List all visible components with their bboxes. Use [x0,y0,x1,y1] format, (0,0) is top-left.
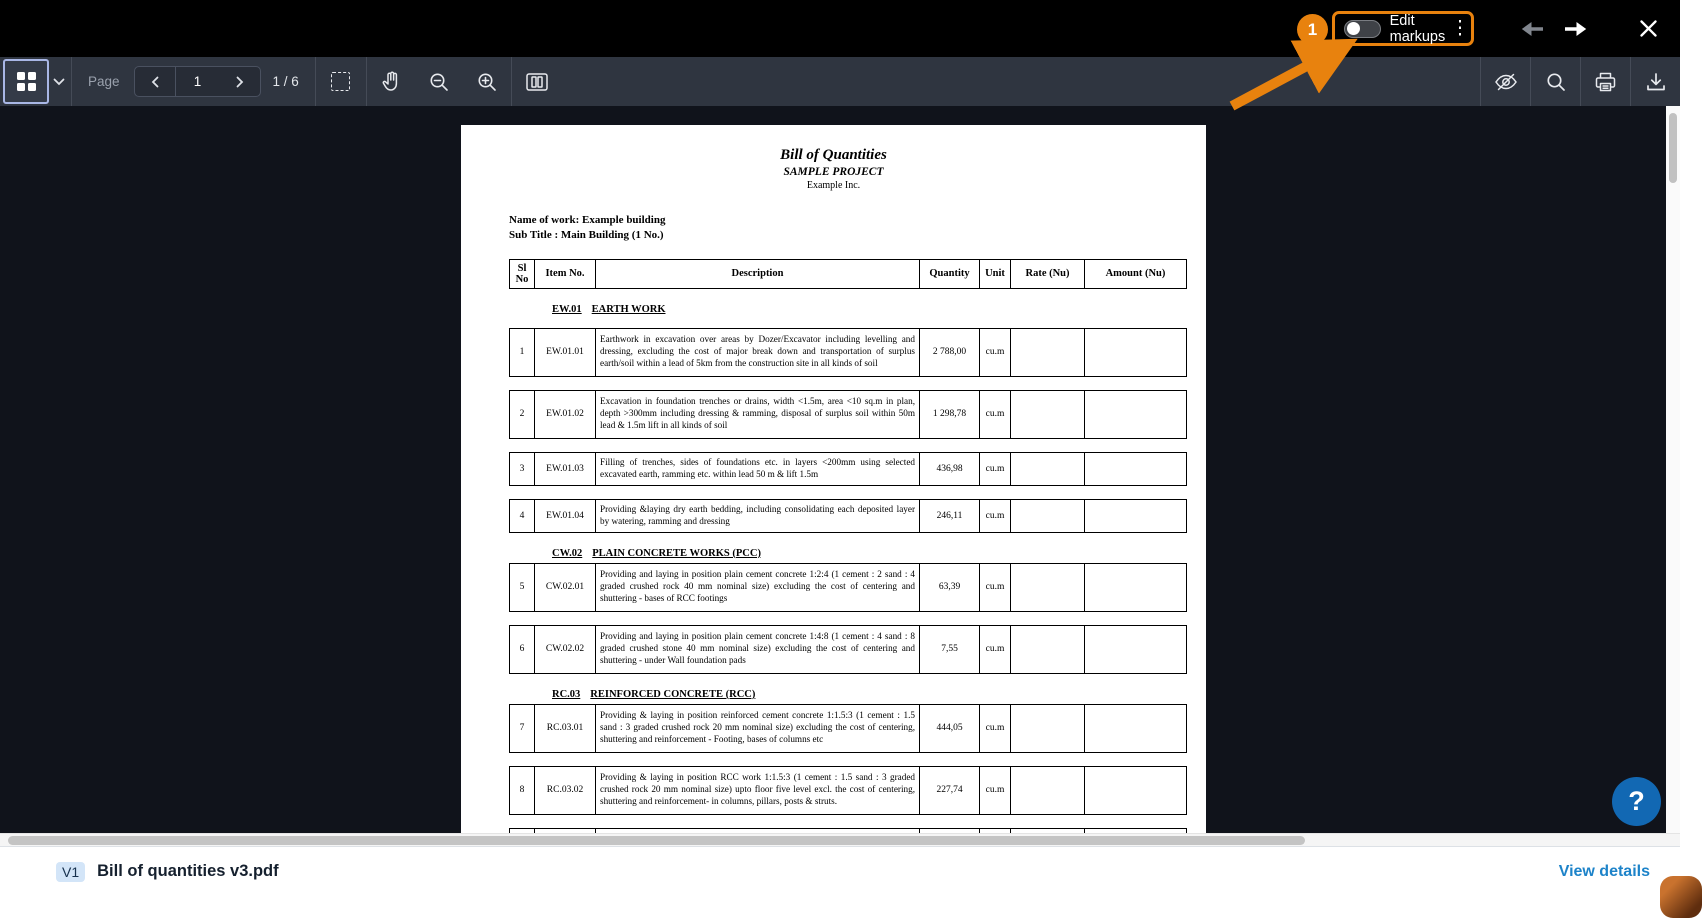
document-meta [509,213,1206,243]
version-badge: V1 [56,862,85,882]
chevron-right-icon [236,76,244,88]
document-subtitle: SAMPLE PROJECT [783,166,884,178]
horizontal-scrollbar[interactable] [0,833,1680,846]
toggle-knob-icon [1347,22,1360,35]
header-item-no: Item No. [535,260,596,288]
viewer-toolbar [0,57,1680,106]
download-button[interactable] [1631,57,1680,106]
table-row: 4 EW.01.04 Providing &laying dry earth bedding, including consolidating each deposited layer by watering, ramming and dressing 246,11 cu.m [509,499,1187,533]
orange-corner-decoration [1660,876,1702,918]
chevron-left-icon [151,76,159,88]
zoom-out-icon [429,72,449,92]
header-description: Description [596,260,920,288]
view-details-link[interactable]: View details [1558,862,1650,880]
help-button[interactable] [1612,777,1661,826]
page-count: 1 / 6 [272,74,299,89]
search-button[interactable] [1531,57,1580,106]
toolbar-right-group [1480,57,1680,106]
zoom-in-button[interactable] [463,57,511,106]
previous-page-button[interactable] [135,67,175,96]
document-title: Bill of Quantities [780,147,887,163]
name-of-work-line: Name of work: Example building [509,214,666,226]
pan-tool-button[interactable] [367,57,415,106]
print-button[interactable] [1581,57,1630,106]
close-icon [1640,20,1657,37]
bottom-bar [0,846,1680,896]
page-thumbnails-button[interactable] [3,59,49,104]
section-code: RC.03 [552,688,581,700]
download-icon [1646,72,1666,92]
kebab-menu-icon: ⋮ [1450,18,1470,39]
document-header [461,125,1206,191]
horizontal-scrollbar-thumb[interactable] [8,836,1305,845]
vertical-scrollbar-thumb[interactable] [1669,113,1677,183]
search-icon [1546,72,1566,92]
hand-pan-icon [381,71,401,92]
vertical-scrollbar[interactable] [1666,106,1680,833]
annotation-step-badge [1297,14,1328,45]
section-heading [509,548,1187,559]
hide-markups-button[interactable] [1481,57,1530,106]
help-icon: ? [1628,786,1645,816]
section-heading [509,304,1187,315]
document-filename: Bill of quantities v3.pdf [97,862,279,880]
header-unit: Unit [980,260,1011,288]
top-bar [0,0,1680,57]
toolbar-separator [71,57,72,106]
document-canvas[interactable] [0,106,1680,833]
sub-title-line: Sub Title : Main Building (1 No.) [509,228,664,241]
next-page-button[interactable] [220,67,260,96]
section-title: EARTH WORK [591,303,666,315]
more-options-button[interactable] [1438,7,1482,51]
section-heading [509,689,1187,700]
annotation-step-number: 1 [1307,19,1318,39]
table-row: 3 EW.01.03 Filling of trenches, sides of foundations etc. in layers <200mm using selected excavated earth, ramming etc. within lead 50 m & lift 1.5m 436,98 cu.m [509,452,1187,486]
edit-markups-toggle[interactable] [1344,20,1381,38]
forward-arrow-icon [1565,21,1587,37]
section-title: REINFORCED CONCRETE (RCC) [590,688,756,700]
table-row: 8 RC.03.02 Providing & laying in position RCC work 1:1.5:3 (1 cement : 1.5 sand : 3 graded crushed rock 20 mm nominal size) upto floor five level excl. the cost of centering, shuttering and reinforcement- in columns, pillars, posts & struts. 227,74 cu.m [509,766,1187,815]
forward-button[interactable] [1554,7,1598,51]
back-arrow-icon [1521,21,1543,37]
zoom-in-icon [477,72,497,92]
section-code: EW.01 [552,303,582,315]
table-row: 5 CW.02.01 Providing and laying in position plain cement concrete 1:2:4 (1 cement : 2 sand : 4 graded crushed rock 40 mm nominal size) excluding the cost of centering and shuttering - bases of RCC footings 63,39 cu.m [509,563,1187,612]
topbar-actions [1438,0,1680,57]
close-button[interactable] [1626,7,1670,51]
table-header-row [509,259,1187,289]
two-page-view-button[interactable] [512,57,562,106]
page-navigation [134,66,261,97]
table-row: 7 RC.03.01 Providing & laying in position reinforced cement concrete 1:1.5:3 (1 cement : 1.5 sand : 3 graded crushed rock 20 mm nominal size) excluding the cost of centering, shuttering and reinforcement - Footing, bases of columns etc 444,05 cu.m [509,704,1187,753]
table-row: 2 EW.01.02 Excavation in foundation trenches or drains, width <1.5m, area <10 sq.m in plan, depth >300mm including dressing & ramming, disposal of surplus soil within 50m lead & 1.5m lift in all kinds of soil 1 298,78 cu.m [509,390,1187,439]
header-rate: Rate (Nu) [1011,260,1085,288]
page-label: Page [88,74,120,89]
header-sl-no: Sl No [510,260,535,288]
thumbnails-grid-icon [17,72,36,91]
table-row: 1 EW.01.01 Earthwork in excavation over areas by Dozer/Excavator including levelling and dressing, excluding the cost of major break down and transportation of surplus earth/soil within a lead of 5km from the construction site in all kinds of soil 2 788,00 cu.m [509,328,1187,377]
marquee-select-button[interactable] [316,57,366,106]
back-button[interactable] [1510,7,1554,51]
marquee-select-icon [331,72,350,91]
document-company: Example Inc. [806,180,861,191]
pdf-page [461,125,1206,865]
print-icon [1595,72,1616,92]
thumbnails-dropdown-button[interactable] [49,57,69,106]
edit-markups-label: Edit markups [1389,12,1446,45]
section-title: PLAIN CONCRETE WORKS (PCC) [592,547,761,559]
zoom-out-button[interactable] [415,57,463,106]
hide-markups-eye-icon [1494,72,1518,92]
page-number-input[interactable] [175,67,220,96]
boq-table [509,259,1187,839]
section-code: CW.02 [552,547,583,559]
chevron-down-icon [53,78,65,86]
header-quantity: Quantity [920,260,980,288]
two-page-view-icon [526,73,548,91]
table-row: 6 CW.02.02 Providing and laying in position plain cement concrete 1:4:8 (1 cement : 4 sand : 8 graded crushed stone 40 mm nominal size) excluding the cost of centering and shuttering - under Wall foundation pads 7,55 cu.m [509,625,1187,674]
header-amount: Amount (Nu) [1105,268,1166,280]
